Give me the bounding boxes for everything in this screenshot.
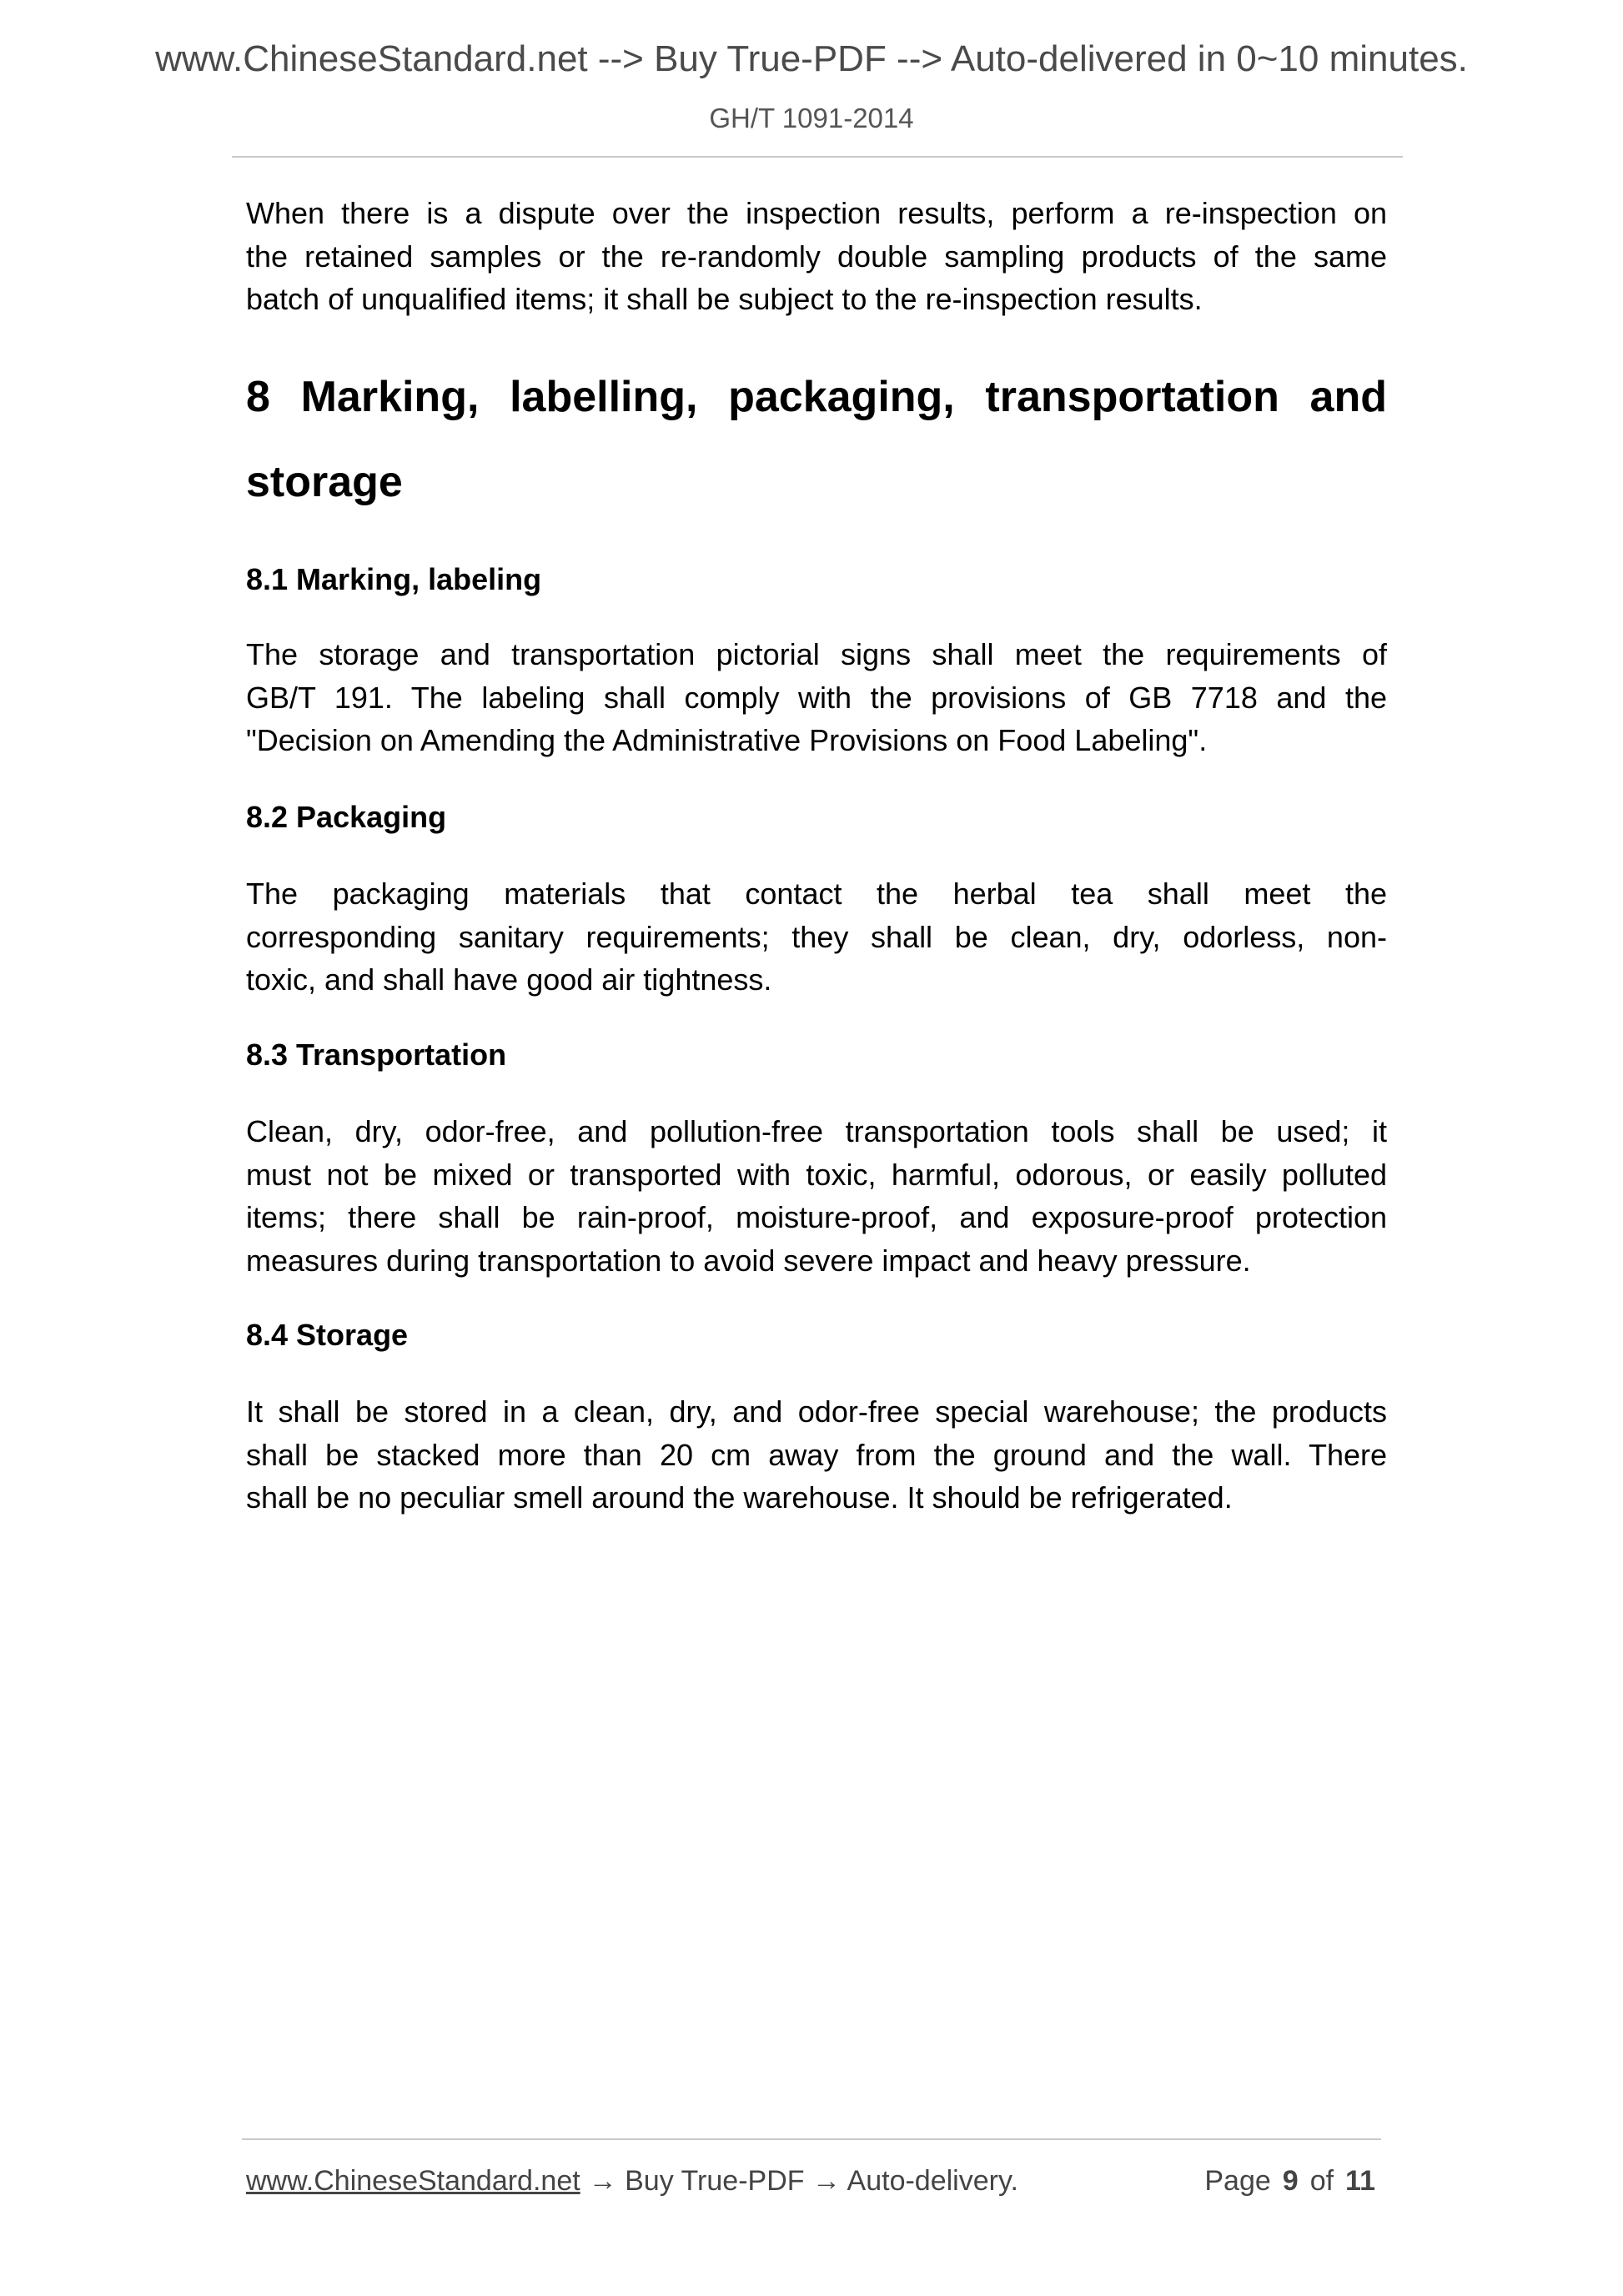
chapter-heading [246,354,1387,525]
paragraph-line: The packaging materials that contact the herbal tea shall meet the [246,877,1387,911]
section-heading-marking-labeling: 8.1 Marking, labeling [246,562,542,596]
paragraph-line: items; there shall be rain-proof, moisture-proof, and exposure-proof protection [246,1200,1387,1234]
page-total: 11 [1345,2165,1375,2197]
paragraph-line: measures during transportation to avoid severe impact and heavy pressure. [246,1243,1251,1278]
paragraph-line: the retained samples or the re-randomly double sampling products of the same [246,239,1387,274]
section-paragraph-packaging [246,872,1387,1002]
footer-divider [242,2138,1381,2140]
footer-tagline: → Buy True-PDF → Auto-delivery. [588,2165,1018,2197]
header-divider [232,156,1403,158]
paragraph-line: It shall be stored in a clean, dry, and odor-free special warehouse; the products [246,1394,1387,1429]
footer-promo [246,2163,1018,2199]
intro-paragraph [246,192,1387,321]
section-heading-transportation: 8.3 Transportation [246,1037,507,1072]
paragraph-line: corresponding sanitary requirements; they shall be clean, dry, odorless, non- [246,919,1387,954]
document-code: GH/T 1091-2014 [709,103,914,133]
footer-site-link[interactable]: www.ChineseStandard.net [246,2165,580,2197]
section-paragraph-marking-labeling [246,633,1387,762]
paragraph-line: GB/T 191. The labeling shall comply with the provisions of GB 7718 and the [246,680,1387,715]
paragraph-line: batch of unqualified items; it shall be subject to the re-inspection results. [246,282,1203,316]
section-paragraph-transportation [246,1110,1387,1282]
page-number [1204,2163,1375,2199]
page-of-label: of [1309,2165,1334,2197]
paragraph-line: "Decision on Amending the Administrative Provisions on Food Labeling". [246,723,1208,757]
paragraph-line: The storage and transportation pictorial signs shall meet the requirements of [246,637,1387,671]
section-heading-packaging: 8.2 Packaging [246,800,447,834]
paragraph-line: must not be mixed or transported with toxic, harmful, odorous, or easily polluted [246,1157,1387,1192]
page-label: Page [1204,2165,1271,2197]
header-banner: www.ChineseStandard.net --> Buy True-PDF --> Auto-delivered in 0~10 minutes. [155,38,1468,79]
section-heading-storage: 8.4 Storage [246,1318,409,1352]
paragraph-line: shall be stacked more than 20 cm away from the ground and the wall. There [246,1437,1387,1472]
paragraph-line: When there is a dispute over the inspection results, perform a re-inspection on [246,196,1387,230]
heading-line: 8 Marking, labelling, packaging, transportation and [246,373,1387,421]
page-footer [246,2163,1375,2199]
paragraph-line: shall be no peculiar smell around the warehouse. It should be refrigerated. [246,1480,1233,1515]
section-paragraph-storage [246,1390,1387,1520]
paragraph-line: Clean, dry, odor-free, and pollution-free transportation tools shall be used; it [246,1114,1387,1148]
heading-line: storage [246,458,403,506]
paragraph-line: toxic, and shall have good air tightness. [246,962,772,997]
page-current: 9 [1282,2165,1299,2197]
